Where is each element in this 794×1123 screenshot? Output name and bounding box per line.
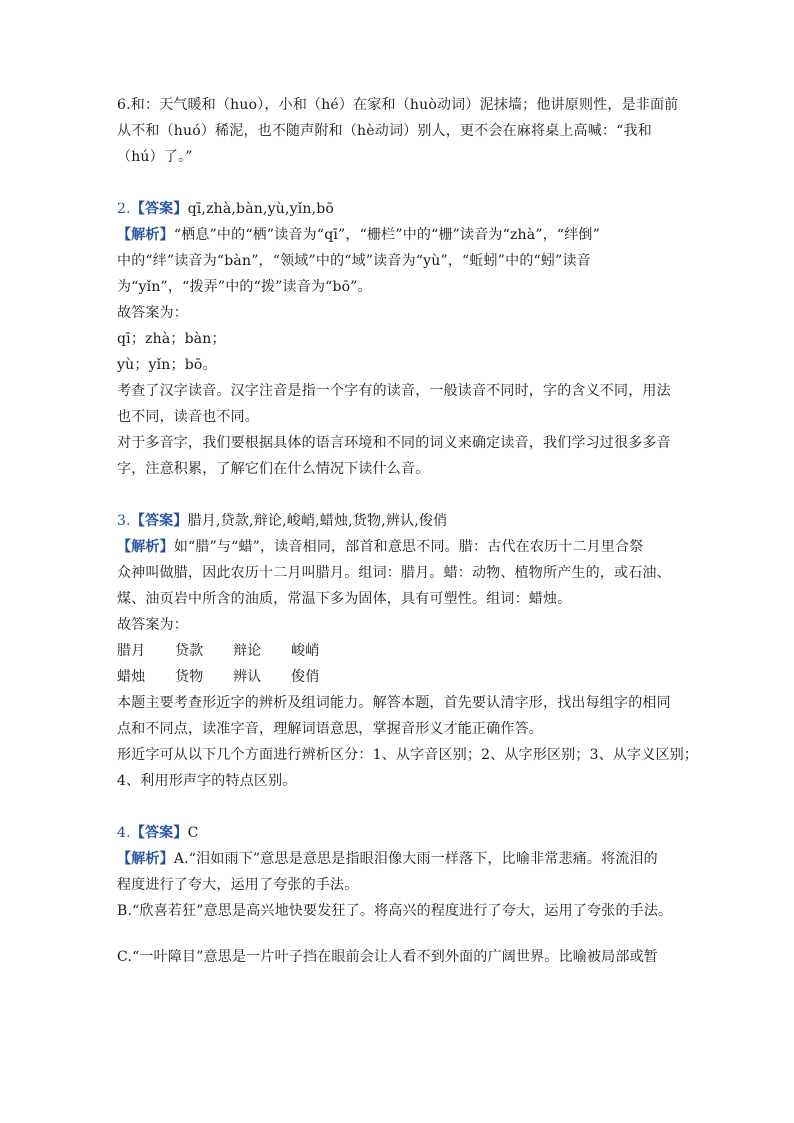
answer-line <box>117 508 687 534</box>
analysis-text: 如“腊”与“蜡”，读音相同，部首和意思不同。腊：古代在农历十二月里合祭 <box>173 539 644 555</box>
text-line: 本题主要考查形近字的辨析及组词能力。解答本题，首先要认清字形，找出每组字的相同 <box>117 695 671 711</box>
text-line: 中的“绊”读音为“bàn”，“领域”中的“域”读音为“yù”，“蚯蚓”中的“蚓”读音 <box>117 253 591 269</box>
document-page <box>117 92 699 970</box>
text-line: 点和不同点，读准字音，理解词语意思，掌握音形义才能正确作答。 <box>117 721 543 737</box>
analysis-tag: 【解析】 <box>117 851 174 867</box>
word-cell: 峻峭 <box>291 643 320 659</box>
answer-text: qī,zhà,bàn,yù,yǐn,bō <box>187 201 335 217</box>
text-line: 考查了汉字读音。汉字注音是指一个字有的读音，一般读音不同时，字的含义不同，用法 <box>117 383 671 399</box>
text-line: 对于多音字，我们要根据具体的语言环境和不同的词义来确定读音，我们学习过很多多音 <box>117 435 671 451</box>
text-line: 煤、油页岩中所含的油质，常温下多为固体，具有可塑性。组词：蜡烛。 <box>117 591 572 607</box>
analysis-text: A.“泪如雨下”意思是意思是指眼泪像大雨一样落下，比喻非常悲痛。将流泪的 <box>173 851 658 867</box>
text-line: （hú）了。” <box>117 149 193 165</box>
text-line: 为“yǐn”，“拨弄”中的“拨”读音为“bō”。 <box>117 279 372 295</box>
word-row-2 <box>117 664 687 690</box>
answer-tag: 【答案】 <box>130 513 188 529</box>
analysis-line <box>117 534 687 560</box>
answer-tag: 【答案】 <box>130 201 188 217</box>
question-number: 4. <box>117 825 131 841</box>
question-number: 3. <box>117 513 131 529</box>
word-cell: 蜡烛 <box>117 669 146 685</box>
word-row-1 <box>117 638 687 664</box>
word-cell: 俊俏 <box>291 669 320 685</box>
analysis-tag: 【解析】 <box>117 227 174 243</box>
text-line: 程度进行了夸大，运用了夸张的手法。 <box>117 877 359 893</box>
text-line: 6.和：天气暖和（huo），小和（hé）在家和（huò动词）泥抹墙；他讲原则性，是非面前 <box>117 97 679 113</box>
text-line: 故答案为： <box>117 305 188 321</box>
word-cell: 货物 <box>175 669 204 685</box>
word-cell: 辩论 <box>233 643 262 659</box>
analysis-tag: 【解析】 <box>117 539 174 555</box>
question-number: 2. <box>117 201 131 217</box>
text-line: 故答案为： <box>117 617 188 633</box>
answer-text: C <box>187 825 199 841</box>
polyphone-he-explanation <box>117 92 687 170</box>
answer-tag: 【答案】 <box>130 825 188 841</box>
text-line: C.“一叶障目”意思是一片叶子挡在眼前会让人看不到外面的广阔世界。比喻被局部或暂 <box>117 949 658 965</box>
word-cell: 腊月 <box>117 643 146 659</box>
answer-block-2 <box>117 196 687 482</box>
answer-text: 腊月,贷款,辩论,峻峭,蜡烛,货物,辨认,俊俏 <box>187 513 448 529</box>
text-line: 字，注意积累，了解它们在什么情况下读什么音。 <box>117 461 430 477</box>
text-line: 形近字可从以下几个方面进行辨析区分：1、从字音区别；2、从字形区别；3、从字义区别； <box>117 747 699 763</box>
answer-line <box>117 196 687 222</box>
text-line: 4、利用形声字的特点区别。 <box>117 773 297 789</box>
word-cell: 贷款 <box>175 643 204 659</box>
analysis-line <box>117 846 687 872</box>
answer-block-3 <box>117 508 699 794</box>
text-line: 从不和（huó）稀泥，也不随声附和（hè动词）别人，更不会在麻将桌上高喊：“我和 <box>117 123 652 139</box>
analysis-line <box>117 222 687 248</box>
text-line: yù；yǐn；bō。 <box>117 357 217 373</box>
analysis-text: “栖息”中的“栖”读音为“qī”，“栅栏”中的“栅”读音为“zhà”，“绊倒” <box>173 227 600 243</box>
word-cell: 辨认 <box>233 669 262 685</box>
answer-line <box>117 820 687 846</box>
text-line: 众神叫做腊，因此农历十二月叫腊月。组词：腊月。蜡：动物、植物所产生的，或石油、 <box>117 565 671 581</box>
text-line: B.“欣喜若狂”意思是高兴地快要发狂了。将高兴的程度进行了夸大，运用了夸张的手法。 <box>117 903 673 919</box>
text-line: 也不同，读音也不同。 <box>117 409 259 425</box>
answer-block-4 <box>117 820 687 970</box>
text-line: qī；zhà；bàn； <box>117 331 226 347</box>
